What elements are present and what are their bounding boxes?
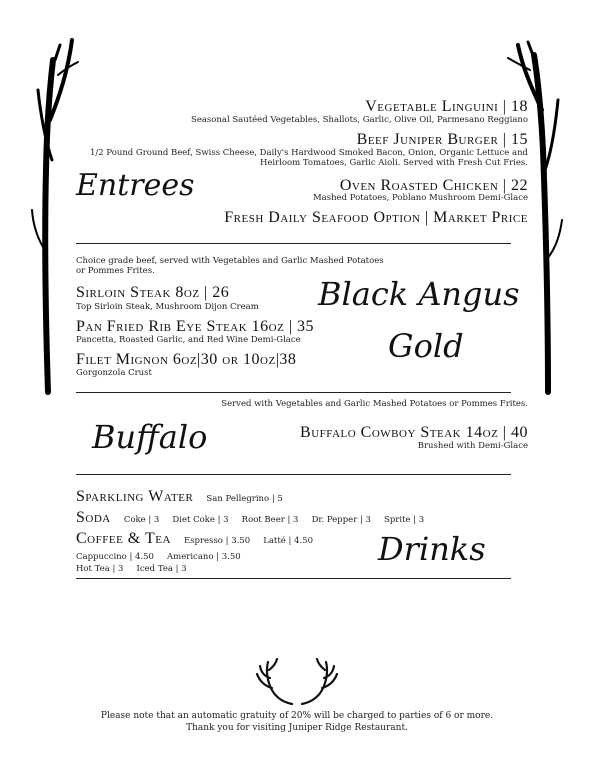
entree-title-vegetable-linguini: Vegetable Linguini | 18 <box>365 98 528 115</box>
angus-heading-black-angus: Black Angus <box>318 275 520 313</box>
buffalo-intro: Served with Vegetables and Garlic Mashed Potatoes or Pommes Frites. <box>221 399 528 409</box>
divider-drinks <box>76 578 511 579</box>
drinks-sparkling-title: Sparkling Water <box>76 488 194 505</box>
drinks-coffee-option: Latté | 4.50 <box>263 536 313 546</box>
drinks-coffee-title: Coffee & Tea <box>76 530 171 547</box>
drinks-coffee-option: Hot Tea | 3 <box>76 564 124 574</box>
angus-desc-filet: Gorgonzola Crust <box>76 368 152 378</box>
entree-desc-oven-roasted-chicken: Mashed Potatoes, Poblano Mushroom Demi-Glace <box>312 193 528 203</box>
drinks-soda-option: Coke | 3 <box>123 515 160 525</box>
entree-title-oven-roasted-chicken: Oven Roasted Chicken | 22 <box>339 177 528 194</box>
drinks-soda-option: Sprite | 3 <box>384 515 425 525</box>
drinks-soda-row <box>76 507 432 527</box>
drinks-heading: Drinks <box>378 530 486 568</box>
angus-intro: Choice grade beef, served with Vegetables and Garlic Mashed Potatoes or Pommes Frites. <box>76 256 384 276</box>
divider-entrees <box>76 243 511 244</box>
angus-desc-sirloin: Top Sirloin Steak, Mushroom Dijon Cream <box>76 302 259 312</box>
antlers-icon <box>252 658 342 708</box>
angus-title-rib-eye: Pan Fried Rib Eye Steak 16oz | 35 <box>76 318 315 335</box>
entree-title-seafood: Fresh Daily Seafood Option | Market Price <box>224 209 528 226</box>
drinks-coffee-option: Espresso | 3.50 <box>183 536 251 546</box>
angus-heading-gold: Gold <box>388 327 464 365</box>
buffalo-title-cowboy-steak: Buffalo Cowboy Steak 14oz | 40 <box>300 424 528 441</box>
drinks-soda-option: Root Beer | 3 <box>241 515 299 525</box>
divider-angus <box>76 392 511 393</box>
drinks-soda-option: Diet Coke | 3 <box>172 515 229 525</box>
drinks-soda-option: Dr. Pepper | 3 <box>311 515 371 525</box>
buffalo-heading: Buffalo <box>92 418 208 456</box>
entree-desc-vegetable-linguini: Seasonal Sautéed Vegetables, Shallots, Garlic, Olive Oil, Parmesano Reggiano <box>191 115 528 125</box>
angus-title-filet: Filet Mignon 6oz|30 or 10oz|38 <box>76 351 297 368</box>
angus-desc-rib-eye: Pancetta, Roasted Garlic, and Red Wine Demi-Glace <box>76 335 301 345</box>
footer-thanks: Thank you for visiting Juniper Ridge Restaurant. <box>186 723 408 733</box>
footer-gratuity-note: Please note that an automatic gratuity of 20% will be charged to parties of 6 or more. <box>100 711 494 721</box>
drinks-coffee-option: Iced Tea | 3 <box>136 564 187 574</box>
drinks-sparkling-detail: San Pellegrino | 5 <box>206 494 283 504</box>
drinks-coffee-line3 <box>76 556 195 575</box>
entrees-heading: Entrees <box>76 168 195 203</box>
drinks-coffee-option: Americano | 3.50 <box>167 552 241 562</box>
buffalo-desc-cowboy-steak: Brushed with Demi-Glace <box>417 441 528 451</box>
entree-title-beef-juniper-burger: Beef Juniper Burger | 15 <box>356 131 528 148</box>
angus-title-sirloin: Sirloin Steak 8oz | 26 <box>76 284 230 301</box>
drinks-coffee-option: Cappuccino | 4.50 <box>76 552 154 562</box>
drinks-soda-title: Soda <box>76 509 111 526</box>
entree-desc-beef-juniper-burger: 1/2 Pound Ground Beef, Swiss Cheese, Daily's Hardwood Smoked Bacon, Onion, Organic Lettuce and Heirloom Tomatoes, Garlic Aioli. Served with Fresh Cut Fries. <box>89 148 528 168</box>
divider-buffalo <box>76 474 511 475</box>
drinks-sparkling-row <box>76 486 291 506</box>
